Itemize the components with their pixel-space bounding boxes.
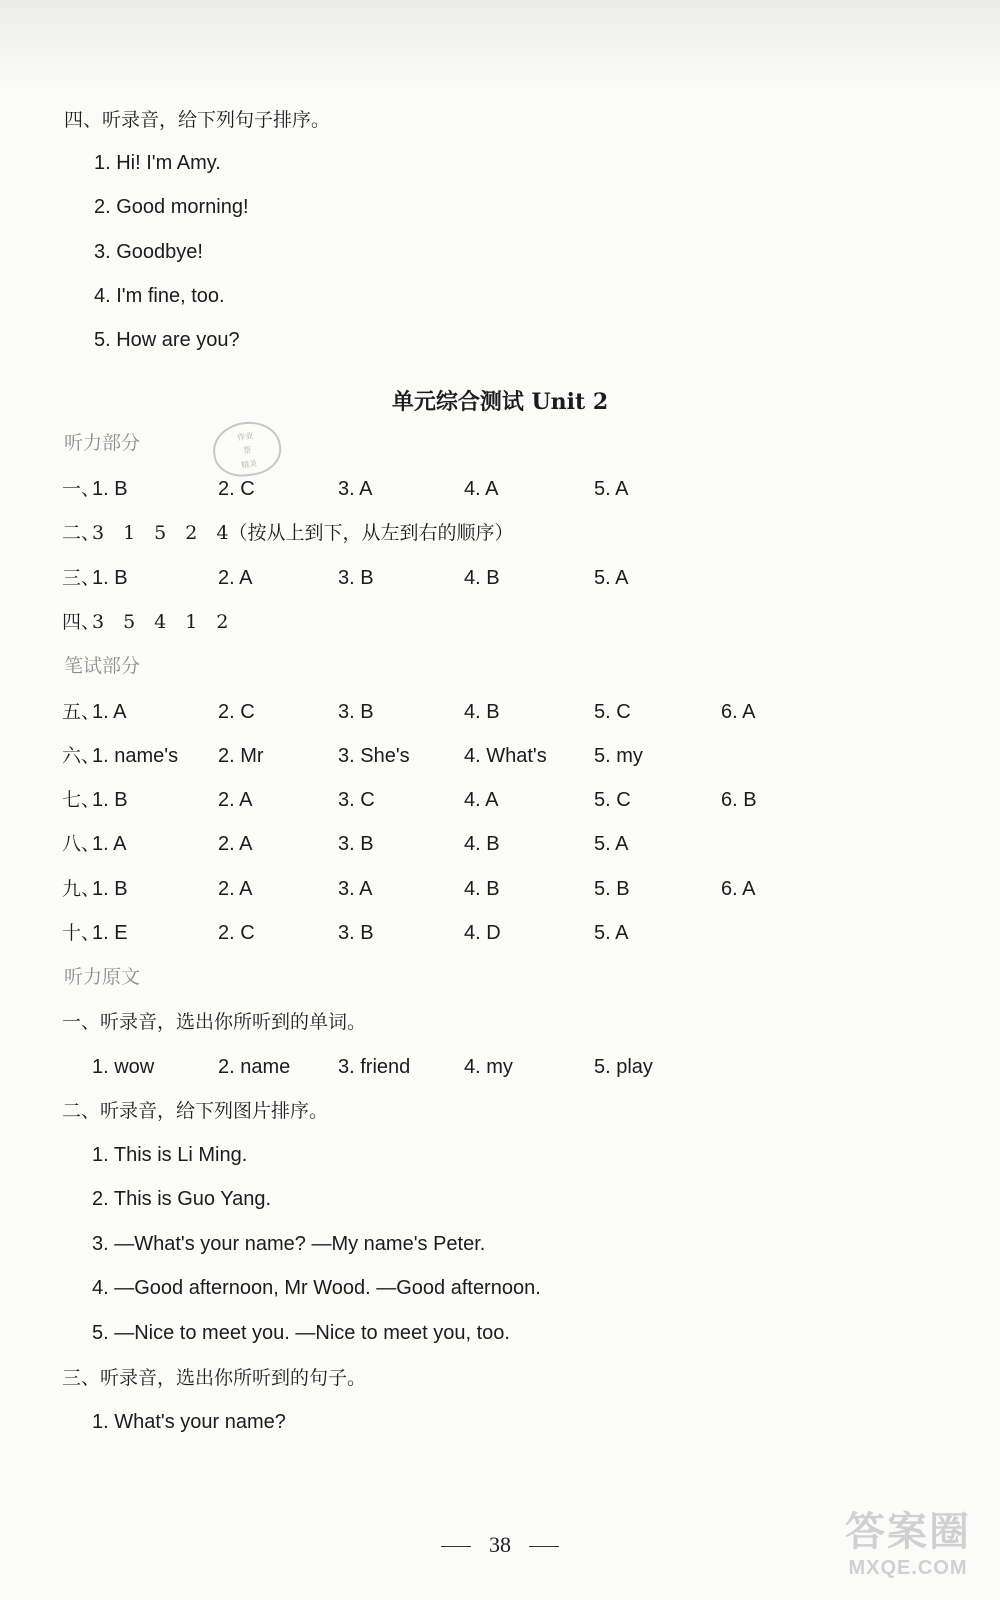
answer-cell: 2. A — [218, 789, 253, 811]
answer-cell: 3. A — [338, 478, 373, 500]
answer-cell: 3. She's — [338, 745, 410, 767]
answer-row-1 — [0, 474, 1000, 504]
question-number: 二、 — [62, 522, 101, 544]
word-item: 1. wow — [92, 1056, 155, 1078]
page-number-text: 38 — [489, 1532, 511, 1557]
answer-row-4 — [0, 607, 1000, 637]
word-item: 2. name — [218, 1056, 291, 1078]
answer-cell: 2. C — [218, 701, 255, 723]
answer-cell: 5. A — [594, 478, 629, 500]
transcript-sentence: 1. This is Li Ming. — [92, 1144, 248, 1166]
answer-cell: 5. A — [594, 833, 629, 855]
answer-cell: 3. C — [338, 789, 375, 811]
answer-cell: 3. A — [338, 878, 373, 900]
transcript-sentence: 2. This is Guo Yang. — [92, 1188, 271, 1210]
answer-cell: 4. What's — [464, 745, 547, 767]
transcript-sentence: 3. —What's your name? —My name's Peter. — [92, 1233, 486, 1255]
answer-cell: 4. A — [464, 789, 499, 811]
sentence-item: 5. How are you? — [94, 329, 240, 351]
answer-row-6 — [0, 741, 1000, 771]
answer-cell: 4. B — [464, 833, 500, 855]
answer-row-5 — [0, 697, 1000, 727]
question-number: 八、 — [62, 833, 101, 855]
stamp-logo: 作业 帮 精灵 — [210, 418, 285, 481]
answer-cell: 5. A — [594, 922, 629, 944]
word-item: 5. play — [594, 1056, 653, 1078]
answer-cell: 2. C — [218, 478, 255, 500]
watermark-url: MXQE.COM — [848, 1557, 968, 1579]
answer-cell: 5. C — [594, 789, 631, 811]
question-number: 七、 — [62, 789, 101, 811]
dash-left — [441, 1546, 471, 1547]
transcript-heading-3: 三、听录音，选出你所听到的句子。 — [62, 1367, 367, 1389]
question-number: 九、 — [62, 878, 101, 900]
sentence-item: 2. Good morning! — [94, 196, 249, 218]
answer-row-7 — [0, 785, 1000, 815]
answer-cell: 1. A — [92, 833, 127, 855]
watermark-text: 答案圈 — [845, 1510, 971, 1554]
answer-cell: 1. B — [92, 567, 128, 589]
answer-cell: 1. E — [92, 922, 128, 944]
answer-cell: 3. B — [338, 922, 374, 944]
answer-cell: 3. B — [338, 833, 374, 855]
answer-row-8 — [0, 829, 1000, 859]
word-row — [0, 1052, 1000, 1082]
answer-cell: 2. A — [218, 833, 253, 855]
sentence-item: 4. I'm fine, too. — [94, 285, 225, 307]
transcript-sentence: 1. What's your name? — [92, 1411, 286, 1433]
answer-cell: 6. B — [721, 789, 757, 811]
answer-cell: 2. A — [218, 567, 253, 589]
listening-label: 听力部分 — [64, 432, 141, 454]
answer-cell: 1. B — [92, 878, 128, 900]
answer-text: 3 1 5 2 4（按从上到下，从左到右的顺序） — [92, 522, 514, 544]
watermark-logo — [828, 1500, 988, 1588]
question-number: 一、 — [62, 478, 101, 500]
answer-row-9 — [0, 874, 1000, 904]
answer-cell: 4. B — [464, 567, 500, 589]
word-item: 3. friend — [338, 1056, 411, 1078]
answer-cell: 4. B — [464, 701, 500, 723]
question-number: 六、 — [62, 745, 101, 767]
answer-cell: 4. A — [464, 478, 499, 500]
answer-cell: 3. B — [338, 701, 374, 723]
answer-cell: 1. A — [92, 701, 127, 723]
answer-cell: 5. my — [594, 745, 643, 767]
question-number: 十、 — [62, 922, 101, 944]
transcript-heading-1: 一、听录音，选出你所听到的单词。 — [62, 1011, 367, 1033]
unit-title: 单元综合测试 Unit 2 — [391, 389, 609, 415]
answer-cell: 1. B — [92, 789, 128, 811]
answer-cell: 2. Mr — [218, 745, 264, 767]
answer-text: 3 5 4 1 2 — [92, 611, 229, 633]
answer-cell: 5. A — [594, 567, 629, 589]
transcript-heading-2: 二、听录音，给下列图片排序。 — [62, 1100, 329, 1122]
transcript-sentence: 4. —Good afternoon, Mr Wood. —Good afternoon. — [92, 1277, 541, 1299]
answer-cell: 4. B — [464, 878, 500, 900]
transcript-sentence: 5. —Nice to meet you. —Nice to meet you, too. — [92, 1322, 510, 1344]
dash-right — [529, 1546, 559, 1547]
answer-cell: 6. A — [721, 701, 756, 723]
answer-row-2 — [0, 518, 1000, 548]
answer-cell: 2. C — [218, 922, 255, 944]
written-label: 笔试部分 — [64, 655, 141, 677]
section-heading: 四、听录音，给下列句子排序。 — [64, 109, 331, 131]
answer-cell: 4. D — [464, 922, 501, 944]
word-item: 4. my — [464, 1056, 513, 1078]
answer-cell: 1. name's — [92, 745, 179, 767]
transcript-label: 听力原文 — [64, 966, 141, 988]
answer-cell: 6. A — [721, 878, 756, 900]
answer-cell: 5. C — [594, 701, 631, 723]
answer-cell: 3. B — [338, 567, 374, 589]
question-number: 三、 — [62, 567, 101, 589]
question-number: 四、 — [62, 611, 101, 633]
answer-cell: 5. B — [594, 878, 630, 900]
sentence-item: 3. Goodbye! — [94, 241, 203, 263]
question-number: 五、 — [62, 701, 101, 723]
answer-row-3 — [0, 563, 1000, 593]
answer-cell: 1. B — [92, 478, 128, 500]
answer-row-10 — [0, 918, 1000, 948]
sentence-item: 1. Hi! I'm Amy. — [94, 152, 221, 174]
answer-cell: 2. A — [218, 878, 253, 900]
scan-shadow — [0, 0, 1000, 95]
